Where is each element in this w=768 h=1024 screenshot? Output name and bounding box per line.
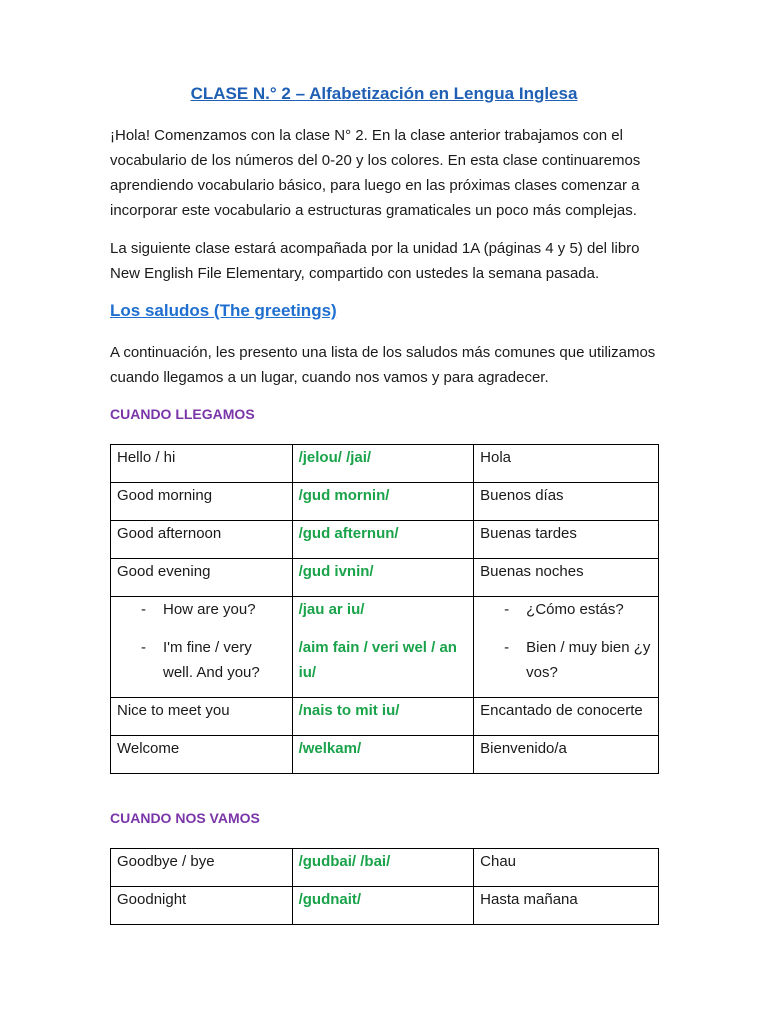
- table-row: [111, 887, 659, 925]
- departure-heading: CUANDO NOS VAMOS: [110, 810, 260, 826]
- english-cell: Hello / hi: [111, 445, 293, 483]
- pronunciation-cell: /welkam/: [292, 736, 474, 774]
- english-dialog-cell: [111, 597, 293, 698]
- table-row: [111, 698, 659, 736]
- english-question: How are you?: [163, 601, 256, 618]
- bullet-dash: -: [504, 601, 510, 618]
- bullet-dash: -: [504, 639, 510, 656]
- intro-paragraph: ¡Hola! Comenzamos con la clase N° 2. En la clase anterior trabajamos con el vocabulario de los números del 0-20 y los colores. En esta clase continuaremos aprendiendo vocabulario básico, para luego en las próximas clases comenzar a incorporar este vocabulario a estructuras gramaticales un poco más complejas.: [110, 127, 641, 219]
- spanish-cell: Encantado de conocerte: [474, 698, 659, 736]
- bullet-dash: -: [141, 639, 146, 656]
- bullet-item: [117, 635, 286, 685]
- page-title: CLASE N.° 2 – Alfabetización en Lengua Inglesa: [190, 84, 578, 103]
- table-row: [111, 521, 659, 559]
- spanish-cell: Buenos días: [474, 483, 659, 521]
- spanish-cell: Hasta mañana: [474, 887, 659, 925]
- english-cell: Goodnight: [111, 887, 293, 925]
- pronunciation-cell: /gud ivnin/: [292, 559, 474, 597]
- bullet-item: [480, 597, 652, 622]
- table-row: [111, 445, 659, 483]
- english-cell: Good evening: [111, 559, 293, 597]
- table-row: [111, 736, 659, 774]
- table-row: [111, 849, 659, 887]
- spanish-question: ¿Cómo estás?: [526, 601, 624, 618]
- pron-question: /jau ar iu/: [298, 601, 365, 618]
- spanish-answer: Bien / muy bien ¿y vos?: [526, 639, 651, 681]
- section-heading: Los saludos (The greetings): [110, 301, 337, 320]
- spanish-dialog-cell: [474, 597, 659, 698]
- spanish-cell: Chau: [474, 849, 659, 887]
- english-cell: Welcome: [111, 736, 293, 774]
- table-row: [111, 483, 659, 521]
- pronunciation-cell: /gud mornin/: [292, 483, 474, 521]
- pron-answer: /aim fain / veri wel / an iu/: [298, 639, 457, 681]
- bullet-item: [117, 597, 286, 622]
- pronunciation-dialog-cell: [292, 597, 474, 698]
- spanish-cell: Bienvenido/a: [474, 736, 659, 774]
- spanish-cell: Hola: [474, 445, 659, 483]
- english-cell: Nice to meet you: [111, 698, 293, 736]
- pronunciation-cell: /gudbai/ /bai/: [292, 849, 474, 887]
- bullet-item: [480, 635, 652, 685]
- pronunciation-cell: /nais to mit iu/: [292, 698, 474, 736]
- spanish-cell: Buenas noches: [474, 559, 659, 597]
- pronunciation-cell: /gudnait/: [292, 887, 474, 925]
- unit-paragraph: La siguiente clase estará acompañada por la unidad 1A (páginas 4 y 5) del libro New English File Elementary, compartido con ustedes la semana pasada.: [110, 240, 640, 282]
- english-cell: Goodbye / bye: [111, 849, 293, 887]
- english-answer: I'm fine / very well. And you?: [163, 639, 260, 681]
- section-intro: A continuación, les presento una lista de los saludos más comunes que utilizamos cuando llegamos a un lugar, cuando nos vamos y para agradecer.: [110, 344, 656, 386]
- pronunciation-cell: /gud afternun/: [292, 521, 474, 559]
- bullet-dash: -: [141, 601, 146, 618]
- english-cell: Good morning: [111, 483, 293, 521]
- arrival-heading: CUANDO LLEGAMOS: [110, 406, 255, 422]
- spanish-cell: Buenas tardes: [474, 521, 659, 559]
- arrival-table: [110, 444, 659, 774]
- english-cell: Good afternoon: [111, 521, 293, 559]
- pronunciation-cell: /jelou/ /jai/: [292, 445, 474, 483]
- table-row: [111, 559, 659, 597]
- departure-table: [110, 848, 659, 925]
- table-row-dialog: [111, 597, 659, 698]
